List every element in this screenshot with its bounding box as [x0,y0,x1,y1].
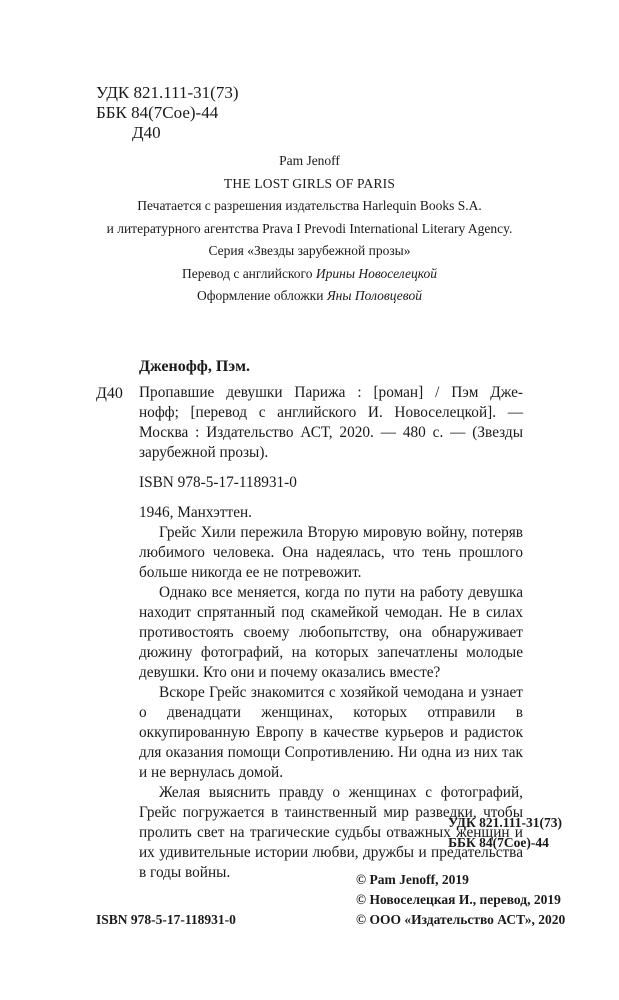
translator-name: Ирины Новоселецкой [315,265,438,281]
setting-line: 1946, Манхэттен. [139,504,253,521]
author-index: Д40 [132,123,161,142]
copyright-translation: © Новоселецкая И., перевод, 2019 [356,892,561,907]
catalog-description [139,383,523,883]
udk-code-bottom: УДК 821.111-31(73) [448,815,562,830]
copyright-author: © Pam Jenoff, 2019 [356,872,469,887]
bib-line-1: Пропавшие девушки Парижа : [роман] / Пэм Дже- [139,384,523,401]
bbk-code-bottom: ББК 84(7Сое)-44 [448,835,549,850]
cover-prefix: Оформление обложки [197,288,327,303]
bbk-code: ББК 84(7Сое)-44 [96,103,219,122]
translation-prefix: Перевод с английского [181,265,316,281]
bib-line-2: нофф; [перевод с английского И. Новоселецкой]. — [139,404,523,421]
original-author: Pam Jenoff [279,153,340,168]
description-paragraph-2: Однако все меняется, когда по пути на работу девушка находит спрятанный под скамейкой чемодан. Не в силах противостоять своему любопытству, она обнаруживает дюжину фотографий, на которых запечатлены молодые девушки. Кто они и почему оказались вместе? [139,584,523,681]
udk-block-bottom [448,813,562,853]
bib-line-3: Москва : Издательство АСТ, 2020. — 480 с. — (Звезды [139,424,523,441]
description-paragraph-1: Грейс Хили пережила Вторую мировую войну, потеряв любимого человека. Она надеялась, что тень прошлого больше никогда ее не потревожит. [139,524,523,581]
description-paragraph-4: Желая выяснить правду о женщинах с фотографий, Грейс погружается в таинственный мир разведки, чтобы пролить свет на трагические судьбы отважных женщин и их удивительные истории любви, дружбы и предательства в годы войны. [139,784,523,881]
isbn-bottom: ISBN 978-5-17-118931-0 [96,912,236,927]
copyright-block [356,870,565,930]
series-name: Серия «Звезды зарубежной прозы» [208,243,411,258]
credits-block [0,150,619,308]
translation-credit [0,263,619,286]
catalog-author-heading: Дженофф, Пэм. [139,358,250,375]
permission-line-2: и литературного агентства Prava I Prevodi International Literary Agency. [106,220,513,236]
cover-credit [0,285,619,308]
permission-line-1: Печатается с разрешения издательства Harlequin Books S.A. [137,198,482,213]
udk-block-top [96,83,238,143]
original-title: THE LOST GIRLS OF PARIS [223,175,396,191]
udk-code: УДК 821.111-31(73) [96,83,239,102]
cover-designer-name: Яны Половцевой [326,288,422,303]
copyright-publisher: © ООО «Издательство АСТ», 2020 [356,912,566,927]
description-paragraph-3: Вскоре Грейс знакомится с хозяйкой чемодана и узнает о двенадцати женщинах, которых отправили в оккупированную Европу в качестве курьеров и радисток для оказания помощи Сопротивлению. Ни одна из них так и не вернулась домой. [139,684,523,781]
bib-line-4: зарубежной прозы). [139,444,269,461]
catalog-isbn: ISBN 978-5-17-118931-0 [139,474,297,491]
catalog-index: Д40 [96,385,123,402]
